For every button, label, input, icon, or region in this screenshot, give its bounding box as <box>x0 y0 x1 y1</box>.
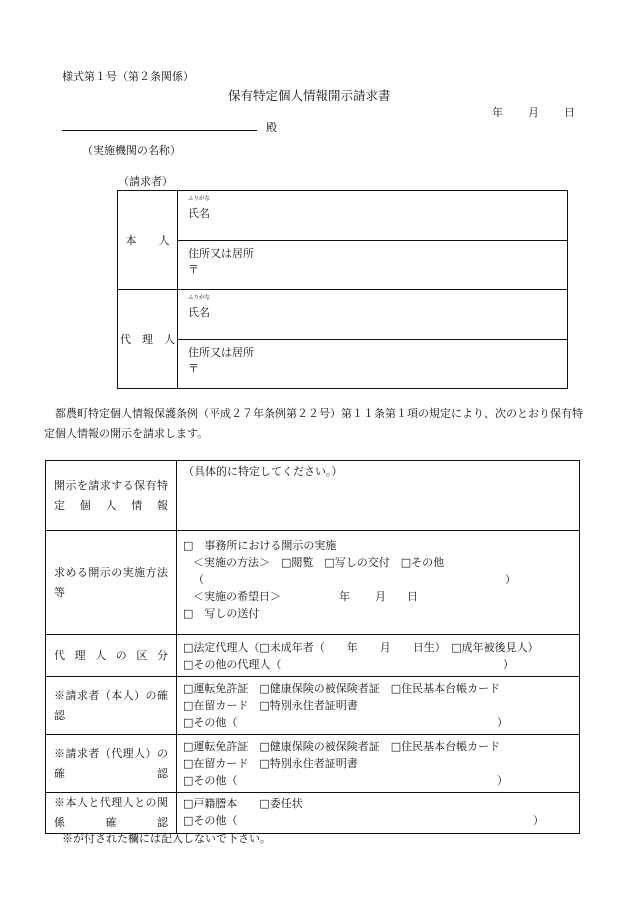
r4-content[interactable] <box>177 677 580 735</box>
footer-note: ※が付された欄には記入しないで下さい。 <box>62 832 271 845</box>
r1-instruction: （具体的に特定してください。） <box>183 465 343 478</box>
r4-id-options-1[interactable]: □運転免許証 □健康保険の被保険者証 □住民基本台帳カード <box>183 682 501 695</box>
r6-label: ※本人と代理人との関係確認 <box>46 793 177 834</box>
form-number: 様式第１号（第２条関係） <box>62 70 194 83</box>
r4-id-options-2[interactable]: □在留カード □特別永住者証明書 <box>183 699 358 712</box>
r6-other-open: □その他（ <box>183 814 238 827</box>
agent-name-label: 氏名 <box>188 306 210 319</box>
r3-other-agent-option[interactable] <box>183 656 573 673</box>
agent-address-cell[interactable] <box>178 340 568 389</box>
r4-other-open: □その他（ <box>183 716 238 729</box>
r2-content[interactable] <box>177 531 580 635</box>
body-paragraph: 都農町特定個人情報保護条例（平成２７年条例第２２号）第１１条第１項の規定により、次のとおり保有特定個人情報の開示を請求します。 <box>44 407 583 440</box>
r5-other-option[interactable] <box>183 772 573 789</box>
addressee-line[interactable] <box>62 130 257 131</box>
r6-doc-options[interactable]: □戸籍謄本 □委任状 <box>183 797 303 810</box>
r5-other-close: ） <box>497 774 508 787</box>
r5-id-options-1[interactable]: □運転免許証 □健康保険の被保険者証 □住民基本台帳カード <box>183 740 501 753</box>
agent-label: 代 理 人 <box>118 290 178 389</box>
person-name-label: 氏名 <box>188 207 210 220</box>
r1-content[interactable] <box>177 461 580 531</box>
r4-other-close: ） <box>497 716 508 729</box>
r2-other-close: ） <box>505 573 516 586</box>
r4-label: ※請求者（本人）の確認 <box>46 677 177 735</box>
r3-other-close: ） <box>503 658 514 671</box>
r2-other-detail[interactable] <box>183 571 573 588</box>
r5-content[interactable] <box>177 735 580 793</box>
r3-label: 代理人の区分 <box>46 635 177 677</box>
r5-other-open: □その他（ <box>183 774 238 787</box>
person-name-cell[interactable] <box>178 191 568 241</box>
r2-date-year: 年 <box>339 590 350 603</box>
person-label: 本 人 <box>118 191 178 290</box>
person-furigana-label: ふりがな <box>188 196 211 202</box>
requester-table <box>117 190 568 389</box>
r3-other-open: □その他の代理人（ <box>183 658 282 671</box>
r6-content[interactable] <box>177 793 580 834</box>
r2-label: 求める開示の実施方法等 <box>46 531 177 635</box>
r6-other-close: ） <box>533 814 544 827</box>
r5-id-options-2[interactable]: □在留カード □特別永住者証明書 <box>183 757 358 770</box>
r3-content[interactable] <box>177 635 580 677</box>
r1-label: 開示を請求する保有特定個人情報 <box>46 461 177 531</box>
person-address-cell[interactable] <box>178 241 568 290</box>
agent-postal-mark: 〒 <box>188 362 199 375</box>
r5-label: ※請求者（代理人）の確認 <box>46 735 177 793</box>
request-table <box>45 460 580 834</box>
institution-note: （実施機関の名称） <box>82 144 181 157</box>
r3-legal-agent-option[interactable]: □法定代理人（□未成年者（ 年 月 日生） □成年被後見人） <box>183 641 539 654</box>
requester-section-label: （請求者） <box>118 175 173 188</box>
date-month-label: 月 <box>528 106 539 119</box>
r2-send-copy-option[interactable]: □ 写しの送付 <box>183 607 260 620</box>
agent-furigana-label: ふりがな <box>188 295 211 301</box>
date-day-label: 日 <box>564 106 575 119</box>
person-postal-mark: 〒 <box>188 263 199 276</box>
page-title: 保有特定個人情報開示請求書 <box>228 88 391 103</box>
agent-name-cell[interactable] <box>178 290 568 340</box>
r2-method-options[interactable]: ＜実施の方法＞ □閲覧 □写しの交付 □その他 <box>193 556 445 569</box>
person-address-label: 住所又は居所 <box>188 247 254 260</box>
r4-other-option[interactable] <box>183 714 573 731</box>
r6-other-option[interactable] <box>183 812 573 829</box>
r2-date-day: 日 <box>407 590 418 603</box>
r2-other-open: （ <box>193 573 204 586</box>
r2-office-option[interactable]: □ 事務所における開示の実施 <box>183 539 337 552</box>
r2-date-month: 月 <box>375 590 386 603</box>
date-year-label: 年 <box>492 106 503 119</box>
r2-desired-date[interactable] <box>183 588 573 605</box>
addressee-suffix: 殿 <box>266 121 277 134</box>
r2-desired-date-label: ＜実施の希望日＞ <box>193 590 281 603</box>
agent-address-label: 住所又は居所 <box>188 346 254 359</box>
